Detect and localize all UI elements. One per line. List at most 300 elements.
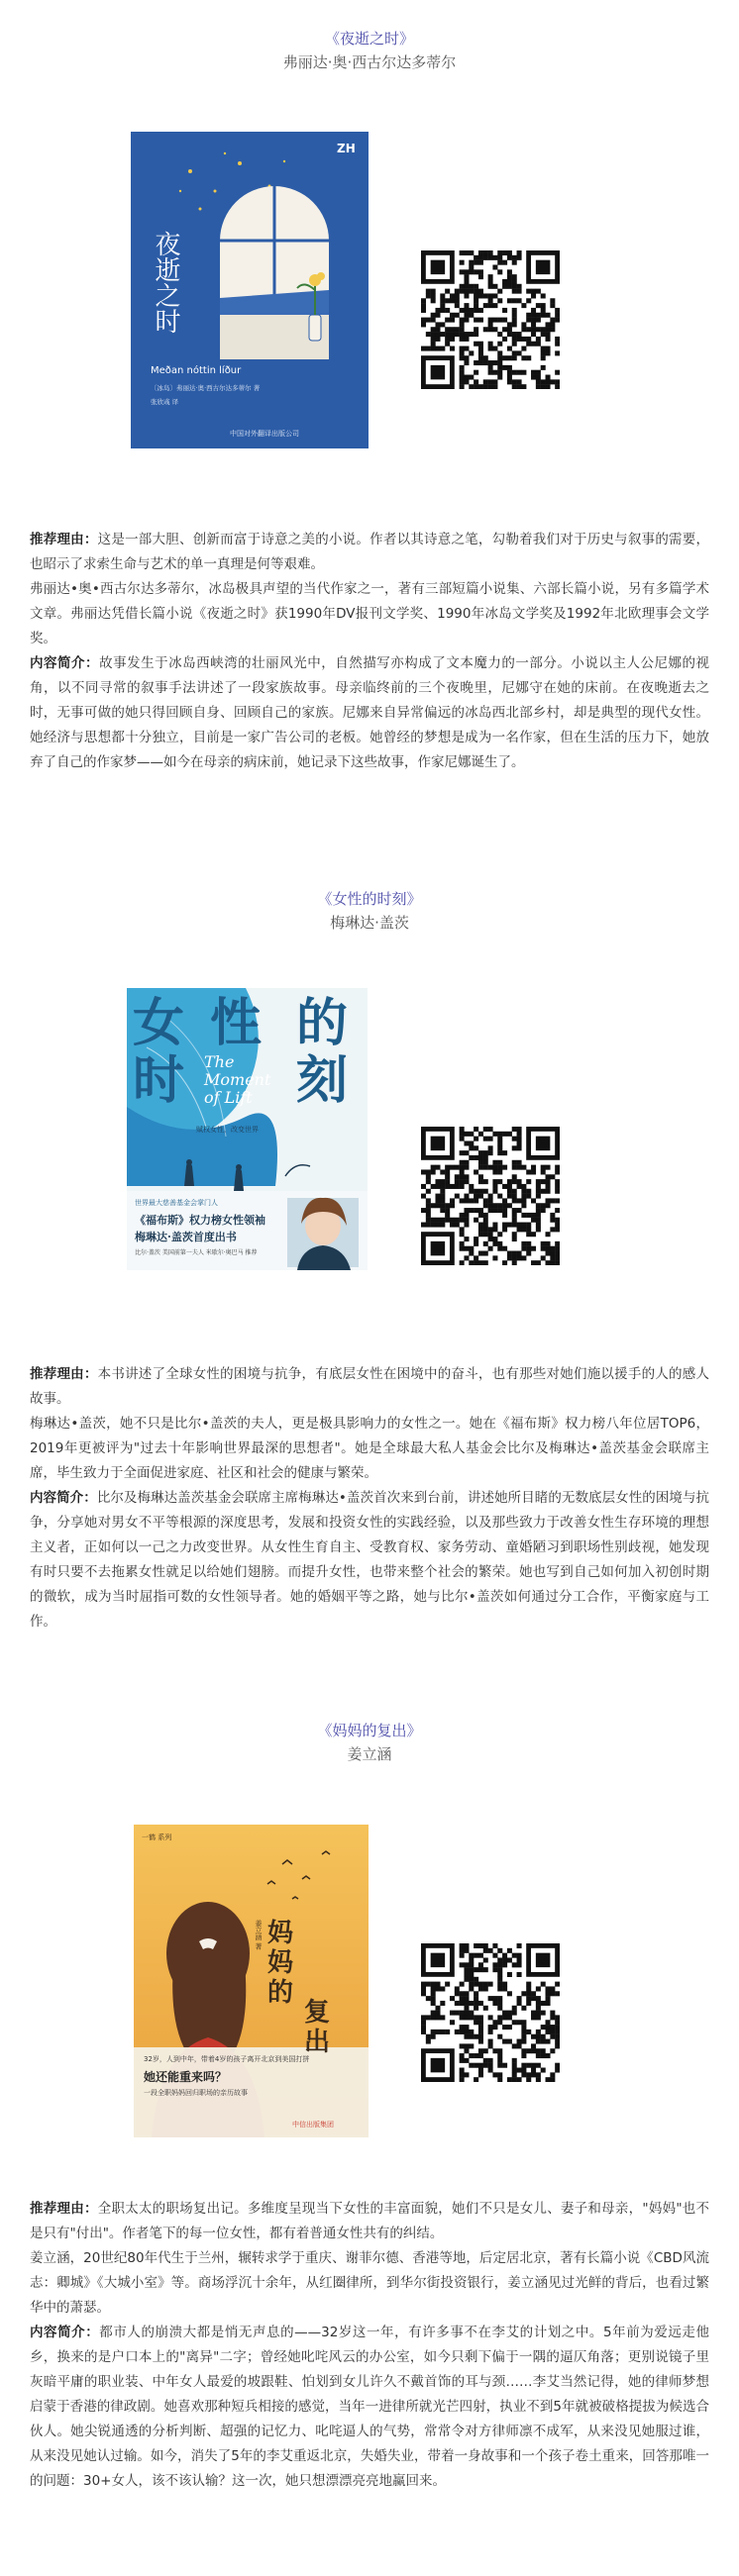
- qr-module: [431, 1184, 436, 1189]
- qr-module: [555, 370, 560, 375]
- qr-module: [488, 1996, 493, 2001]
- qr-module: [536, 1184, 541, 1189]
- qr-module: [440, 1203, 445, 1208]
- publisher-badge: ZH: [337, 142, 356, 155]
- qr-module: [455, 2001, 460, 2006]
- qr-module: [550, 2072, 555, 2077]
- qr-module: [521, 384, 526, 389]
- qr-module: [455, 303, 460, 308]
- qr-module: [512, 1174, 517, 1179]
- qr-module: [502, 1246, 507, 1251]
- qr-module: [541, 308, 546, 313]
- qr-module: [483, 1948, 488, 1953]
- qr-module: [550, 1991, 555, 1996]
- paragraph-text: 弗丽达•奥•西古尔达多蒂尔，冰岛极具声望的当代作家之一，著有三部短篇小说集、六部长篇小说，另有多篇学术文章。弗丽达凭借长篇小说《夜逝之时》获1990年DV报刊文学奖、1990年冰岛文学奖及1992年北欧理事会文学奖。: [30, 581, 709, 646]
- qr-module: [483, 255, 488, 260]
- qr-module: [526, 2048, 531, 2053]
- qr-module: [445, 1213, 450, 1218]
- qr-module: [541, 1246, 546, 1251]
- qr-module: [464, 2015, 469, 2020]
- qr-module: [426, 1198, 431, 1203]
- qr-module: [555, 350, 560, 355]
- qr-module: [531, 327, 536, 332]
- book-description-2: [30, 1362, 709, 1635]
- qr-module: [464, 1132, 469, 1137]
- qr-module: [492, 1943, 497, 1948]
- qr-module: [536, 375, 541, 380]
- qr-module: [517, 1140, 522, 1145]
- qr-module: [526, 2030, 531, 2034]
- qr-module: [517, 1227, 522, 1232]
- qr-module: [488, 1237, 493, 1241]
- qr-module: [555, 1208, 560, 1213]
- qr-module: [507, 347, 512, 351]
- qr-module: [536, 1996, 541, 2001]
- qr-module: [483, 1189, 488, 1194]
- qr-module: [488, 255, 493, 260]
- qr-module: [492, 2020, 497, 2025]
- qr-module: [526, 337, 531, 342]
- qr-module: [526, 1179, 531, 1184]
- qr-module: [464, 1213, 469, 1218]
- qr-module: [469, 2015, 474, 2020]
- qr-module: [431, 1169, 436, 1174]
- qr-module: [474, 289, 478, 294]
- qr-module: [464, 360, 469, 365]
- qr-module: [460, 2043, 465, 2048]
- qr-module: [492, 1255, 497, 1260]
- qr-module: [517, 1208, 522, 1213]
- qr-module: [483, 1227, 488, 1232]
- qr-module: [536, 2048, 541, 2053]
- qr-module: [483, 355, 488, 360]
- qr-module: [517, 1972, 522, 1977]
- qr-module: [536, 2053, 541, 2058]
- qr-module: [507, 1179, 512, 1184]
- qr-module: [507, 298, 512, 303]
- cover-title-char: 时: [133, 1050, 185, 1111]
- qr-module: [426, 347, 431, 351]
- qr-module: [541, 1255, 546, 1260]
- qr-module: [502, 2063, 507, 2068]
- qr-module: [526, 1251, 531, 1256]
- qr-module: [536, 1223, 541, 1228]
- qr-module: [474, 1943, 478, 1948]
- qr-module: [502, 365, 507, 370]
- qr-module: [469, 2063, 474, 2068]
- qr-module: [478, 1967, 483, 1972]
- qr-module: [488, 384, 493, 389]
- qr-module: [478, 289, 483, 294]
- paragraph-reason: [30, 1362, 709, 1412]
- qr-module: [531, 1165, 536, 1170]
- qr-module: [512, 322, 517, 327]
- qr-module: [488, 298, 493, 303]
- qr-module: [469, 1967, 474, 1972]
- qr-module: [502, 1223, 507, 1228]
- book-description-3: [30, 2197, 709, 2494]
- qr-module: [555, 379, 560, 384]
- qr-module: [502, 1957, 507, 1962]
- qr-module: [521, 2034, 526, 2039]
- qr-module: [464, 318, 469, 323]
- qr-module: [546, 2001, 551, 2006]
- qr-module: [488, 293, 493, 298]
- qr-module: [431, 293, 436, 298]
- cover-title: 夜逝之时: [151, 231, 180, 334]
- qr-module: [497, 2058, 502, 2063]
- qr-module: [502, 355, 507, 360]
- qr-module: [478, 1962, 483, 1967]
- qr-module: [517, 2020, 522, 2025]
- qr-module: [464, 379, 469, 384]
- paragraph-text: 比尔及梅琳达盖茨基金会联席主席梅琳达•盖茨首次来到台前，讲述她所目睹的无数底层女性的困境与抗争，分享她对男女不平等根源的深度思考，发展和投资女性的实践经验，以及那些致力于改善女性生存环境的理想主义者，正如何以一己之力改变世界。从女性生育自主、受教育权、家务劳动、童婚陋习到职场性别歧视，她发现有时只要不去拖累女性就足以给她们翅膀。而提升女性，也带来整个社会的繁荣。她也写到自己如何加入初创时期的微软，成为当时屈指可数的女性领导者。她的婚姻平等之路，她与比尔•盖茨如何通过分工合作，平衡家庭与工作。: [30, 1490, 710, 1630]
- qr-module: [550, 2011, 555, 2016]
- qr-module: [502, 308, 507, 313]
- qr-module: [469, 2043, 474, 2048]
- qr-module: [502, 1150, 507, 1155]
- qr-module: [469, 384, 474, 389]
- qr-module: [502, 1953, 507, 1958]
- qr-module: [536, 1227, 541, 1232]
- qr-module: [512, 308, 517, 313]
- qr-module: [426, 1169, 431, 1174]
- qr-module: [497, 332, 502, 337]
- book-title: 《夜逝之时》: [324, 30, 414, 48]
- qr-module: [483, 1198, 488, 1203]
- qr-module: [507, 1184, 512, 1189]
- cover-title-char: 妈: [267, 1919, 294, 1948]
- qr-module: [541, 1179, 546, 1184]
- qr-module: [469, 308, 474, 313]
- qr-module: [464, 1972, 469, 1977]
- qr-module: [464, 250, 469, 255]
- qr-module: [502, 284, 507, 289]
- qr-module: [555, 1189, 560, 1194]
- qr-module: [488, 2063, 493, 2068]
- qr-module: [460, 355, 465, 360]
- qr-module: [550, 1255, 555, 1260]
- qr-code[interactable]: [421, 250, 560, 389]
- qr-module: [555, 318, 560, 323]
- qr-module: [546, 322, 551, 327]
- qr-module: [492, 318, 497, 323]
- qr-module: [450, 2011, 455, 2016]
- qr-module: [497, 2053, 502, 2058]
- qr-code-image: [421, 1127, 560, 1265]
- qr-module: [488, 1137, 493, 1141]
- qr-module: [455, 1194, 460, 1199]
- qr-module: [431, 1218, 436, 1223]
- qr-module: [488, 2043, 493, 2048]
- qr-module: [517, 1223, 522, 1228]
- qr-module: [521, 1246, 526, 1251]
- qr-module: [469, 375, 474, 380]
- qr-module: [550, 322, 555, 327]
- qr-module: [426, 1213, 431, 1218]
- qr-module: [512, 1179, 517, 1184]
- qr-module: [521, 2006, 526, 2011]
- qr-module: [531, 1218, 536, 1223]
- qr-module: [521, 2039, 526, 2044]
- qr-module: [469, 260, 474, 265]
- qr-module: [521, 2048, 526, 2053]
- qr-module: [421, 1991, 426, 1996]
- qr-code[interactable]: [421, 1127, 560, 1265]
- qr-module: [469, 1145, 474, 1150]
- qr-module: [555, 2039, 560, 2044]
- qr-module: [536, 2006, 541, 2011]
- qr-module: [488, 1227, 493, 1232]
- qr-module: [536, 1179, 541, 1184]
- qr-finder-pattern: [431, 1137, 445, 1150]
- qr-module: [497, 250, 502, 255]
- qr-module: [478, 2063, 483, 2068]
- qr-module: [455, 289, 460, 294]
- qr-module: [455, 2030, 460, 2034]
- book-author: 弗丽达·奥·西古尔达多蒂尔: [282, 53, 457, 71]
- qr-module: [426, 1223, 431, 1228]
- qr-module: [445, 1208, 450, 1213]
- cover-title-char: 女: [133, 993, 185, 1053]
- qr-module: [517, 250, 522, 255]
- cover-blurb: 她还能重来吗？: [144, 2070, 228, 2084]
- book-cover: [134, 1825, 369, 2137]
- qr-module: [478, 2039, 483, 2044]
- qr-module: [464, 1223, 469, 1228]
- qr-module: [502, 2011, 507, 2016]
- qr-module: [469, 1155, 474, 1160]
- qr-module: [541, 1203, 546, 1208]
- qr-module: [492, 2048, 497, 2053]
- qr-module: [488, 1208, 493, 1213]
- qr-module: [555, 1255, 560, 1260]
- qr-module: [555, 2030, 560, 2034]
- cover-english-title: The Moment of Lift: [204, 1052, 271, 1107]
- qr-module: [464, 1967, 469, 1972]
- qr-module: [517, 1962, 522, 1967]
- qr-module: [512, 279, 517, 284]
- qr-module: [526, 342, 531, 347]
- qr-module: [531, 2048, 536, 2053]
- qr-module: [550, 1986, 555, 1991]
- qr-module: [536, 370, 541, 375]
- qr-module: [526, 1246, 531, 1251]
- qr-module: [497, 1145, 502, 1150]
- qr-module: [507, 1255, 512, 1260]
- qr-module: [541, 293, 546, 298]
- qr-module: [507, 250, 512, 255]
- qr-module: [521, 1213, 526, 1218]
- qr-module: [507, 1132, 512, 1137]
- qr-module: [450, 293, 455, 298]
- qr-module: [450, 1996, 455, 2001]
- qr-module: [483, 1155, 488, 1160]
- qr-module: [512, 289, 517, 294]
- qr-module: [440, 1208, 445, 1213]
- qr-module: [426, 1982, 431, 1987]
- book-section-3: [0, 1720, 739, 1765]
- qr-module: [474, 1194, 478, 1199]
- cover-title-char: 刻: [296, 1050, 349, 1111]
- qr-module: [488, 322, 493, 327]
- qr-module: [474, 2034, 478, 2039]
- qr-module: [541, 313, 546, 318]
- qr-module: [555, 2068, 560, 2073]
- qr-module: [497, 1203, 502, 1208]
- qr-code-image: [421, 250, 560, 389]
- qr-module: [478, 1194, 483, 1199]
- qr-module: [550, 303, 555, 308]
- qr-module: [531, 293, 536, 298]
- qr-module: [421, 1982, 426, 1987]
- qr-module: [497, 1208, 502, 1213]
- qr-module: [502, 1260, 507, 1265]
- qr-module: [474, 1137, 478, 1141]
- qr-module: [435, 327, 440, 332]
- qr-module: [421, 347, 426, 351]
- qr-module: [502, 1198, 507, 1203]
- qr-module: [478, 1953, 483, 1958]
- qr-module: [541, 332, 546, 337]
- cover-footer: 比尔·盖茨 美国前第一夫人 米歇尔·奥巴马 推荐: [135, 1249, 258, 1256]
- qr-module: [460, 1169, 465, 1174]
- paragraph-synopsis: [30, 651, 709, 775]
- qr-module: [478, 2001, 483, 2006]
- qr-module: [502, 1184, 507, 1189]
- qr-module: [536, 1203, 541, 1208]
- qr-module: [507, 1223, 512, 1228]
- qr-module: [421, 308, 426, 313]
- paragraph-text: 都市人的崩溃大都是悄无声息的——32岁这一年，有许多事不在李艾的计划之中。5年前为爱远走他乡，换来的是户口本上的"离异"二字；曾经她叱咤风云的办公室，如今只剩下偏于一隅的逼仄角落；更别说镜子里灰暗平庸的职业装、中年女人最爱的坡跟鞋、怕划到女儿许久不戴首饰的耳与颈……李艾当然记得，她的律师梦想启蒙于香港的律政剧。她喜欢那种短兵相接的感觉，当年一进律所就光芒四射，执业不到5年就被破格提拔为候选合伙人。她尖锐通透的分析判断、超强的记忆力、叱咤逼人的气势，常常令对方律师凛不成军，从来没见她服过谁，从来没见她认过输。如今，消失了5年的李艾重返北京，失婚失业，带着一身故事和一个孩子卷土重来，回答那唯一的问题：30+女人，该不该认输？这一次，她只想漂漂亮亮地赢回来。: [30, 2325, 709, 2489]
- qr-finder-pattern: [536, 1137, 550, 1150]
- cover-author-line: 姜立涵 著: [255, 1920, 263, 1950]
- paragraph-label: 内容简介：: [30, 655, 100, 671]
- qr-module: [541, 2039, 546, 2044]
- qr-module: [464, 2034, 469, 2039]
- qr-module: [426, 1179, 431, 1184]
- qr-module: [526, 1227, 531, 1232]
- qr-module: [431, 342, 436, 347]
- qr-module: [464, 2011, 469, 2016]
- qr-module: [526, 1986, 531, 1991]
- qr-module: [460, 2030, 465, 2034]
- qr-module: [488, 347, 493, 351]
- qr-module: [497, 342, 502, 347]
- paragraph-author-bio: [30, 2246, 709, 2321]
- qr-module: [474, 2053, 478, 2058]
- qr-module: [507, 370, 512, 375]
- cover-subtitle: 赋权女性，改变世界: [196, 1126, 259, 1134]
- qr-module: [469, 2034, 474, 2039]
- qr-module: [469, 1140, 474, 1145]
- qr-module: [512, 1251, 517, 1256]
- qr-module: [492, 370, 497, 375]
- qr-module: [517, 1132, 522, 1137]
- qr-module: [512, 2077, 517, 2082]
- qr-module: [512, 1237, 517, 1241]
- qr-module: [478, 269, 483, 274]
- qr-module: [497, 1241, 502, 1246]
- qr-module: [531, 2011, 536, 2016]
- qr-module: [502, 279, 507, 284]
- qr-module: [478, 1223, 483, 1228]
- qr-module: [460, 284, 465, 289]
- qr-module: [512, 342, 517, 347]
- qr-module: [450, 1203, 455, 1208]
- qr-module: [492, 1223, 497, 1228]
- qr-module: [431, 318, 436, 323]
- qr-module: [431, 327, 436, 332]
- qr-module: [492, 1160, 497, 1165]
- qr-module: [431, 2011, 436, 2016]
- qr-module: [488, 1198, 493, 1203]
- qr-module: [435, 337, 440, 342]
- qr-module: [507, 332, 512, 337]
- qr-module: [474, 1255, 478, 1260]
- qr-module: [460, 269, 465, 274]
- qr-module: [426, 1174, 431, 1179]
- qr-module: [478, 1155, 483, 1160]
- qr-module: [507, 269, 512, 274]
- qr-module: [521, 347, 526, 351]
- qr-module: [488, 2015, 493, 2020]
- qr-code[interactable]: [421, 1943, 560, 2082]
- qr-module: [512, 260, 517, 265]
- qr-module: [464, 1208, 469, 1213]
- qr-module: [526, 1213, 531, 1218]
- qr-module: [531, 2034, 536, 2039]
- qr-module: [478, 2015, 483, 2020]
- qr-module: [555, 313, 560, 318]
- qr-module: [478, 1132, 483, 1137]
- qr-module: [431, 1982, 436, 1987]
- qr-module: [464, 2043, 469, 2048]
- qr-module: [512, 1218, 517, 1223]
- qr-module: [460, 379, 465, 384]
- qr-module: [455, 1179, 460, 1184]
- book-media-3: [0, 1825, 739, 2139]
- qr-module: [507, 375, 512, 380]
- qr-module: [478, 293, 483, 298]
- qr-module: [435, 347, 440, 351]
- qr-module: [469, 1953, 474, 1958]
- qr-module: [483, 2048, 488, 2053]
- qr-module: [488, 318, 493, 323]
- qr-module: [488, 2025, 493, 2030]
- qr-module: [474, 384, 478, 389]
- qr-module: [512, 284, 517, 289]
- qr-module: [464, 269, 469, 274]
- paragraph-label: 推荐理由：: [30, 1366, 98, 1382]
- book-description-1: [30, 528, 709, 775]
- qr-module: [440, 332, 445, 337]
- qr-module: [483, 1137, 488, 1141]
- qr-module: [474, 255, 478, 260]
- qr-module: [478, 1227, 483, 1232]
- qr-module: [550, 2030, 555, 2034]
- qr-module: [440, 1179, 445, 1184]
- qr-module: [455, 313, 460, 318]
- qr-module: [517, 1127, 522, 1132]
- paragraph-label: 内容简介：: [30, 2325, 100, 2340]
- qr-module: [478, 1174, 483, 1179]
- qr-module: [478, 342, 483, 347]
- qr-module: [488, 342, 493, 347]
- qr-module: [464, 1194, 469, 1199]
- qr-module: [474, 298, 478, 303]
- qr-module: [474, 2006, 478, 2011]
